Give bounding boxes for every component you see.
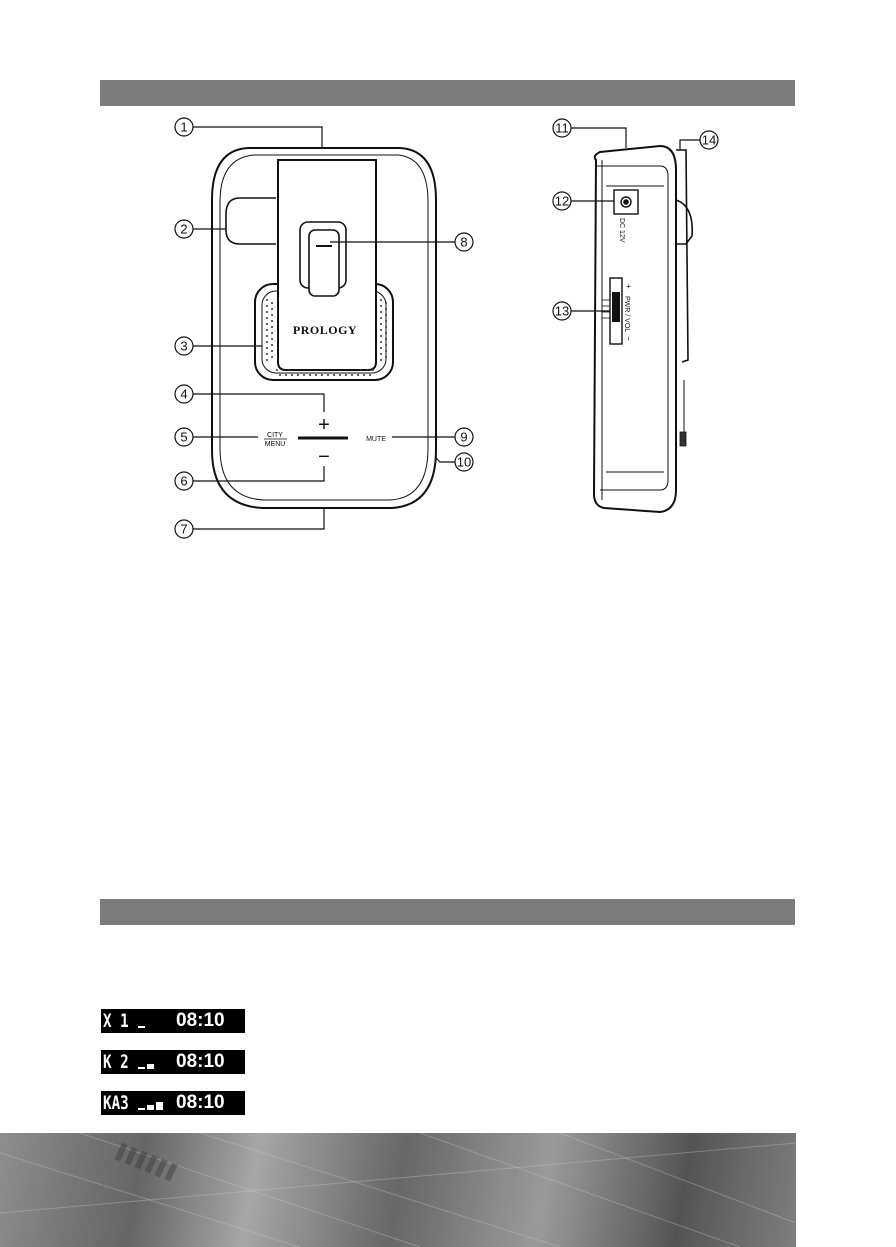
band-indicator: X 1 (103, 1010, 129, 1032)
band-indicator: K 2 (103, 1051, 129, 1073)
callout-10: 10 (456, 454, 472, 470)
callout-5: 5 (180, 429, 188, 445)
signal-bar (147, 1064, 154, 1069)
dc-power-label: DC 12V (618, 218, 625, 243)
lcd-display-example-2 (101, 1050, 245, 1074)
pwr-minus-label: − (624, 336, 633, 341)
brand-logo: PROLOGY (292, 323, 358, 337)
signal-bar (156, 1102, 163, 1110)
signal-bar (147, 1105, 154, 1110)
callout-11: 11 (555, 120, 569, 136)
callout-3: 3 (180, 338, 188, 354)
callout-numbers (175, 118, 718, 538)
mute-label: MUTE (366, 436, 386, 443)
clock-time: 08:10 (176, 1010, 225, 1031)
lcd-display-example-3 (101, 1091, 245, 1115)
callout-13: 13 (554, 303, 570, 319)
callout-12: 12 (554, 193, 570, 209)
callout-8: 8 (460, 234, 468, 250)
decorative-footer-image (0, 1133, 796, 1247)
callout-4: 4 (180, 386, 188, 402)
callout-1: 1 (180, 119, 188, 135)
clock-time: 08:10 (176, 1092, 225, 1113)
signal-bar (138, 1067, 145, 1069)
callout-7: 7 (180, 521, 188, 537)
pwr-plus-label: + (624, 284, 633, 289)
volume-minus-label: − (318, 446, 330, 468)
callout-2: 2 (180, 221, 188, 237)
signal-bar (138, 1108, 145, 1110)
callout-6: 6 (180, 473, 188, 489)
city-label: CITY (267, 432, 283, 439)
band-indicator: KA3 (103, 1092, 129, 1114)
callout-9: 9 (460, 429, 468, 445)
clock-time: 08:10 (176, 1051, 225, 1072)
section-header-bar-bottom (100, 899, 795, 925)
pwr-vol-label: PWR / VOL (623, 296, 630, 333)
callout-14: 14 (701, 132, 717, 148)
signal-bar (138, 1026, 145, 1028)
device-diagram (0, 0, 896, 560)
volume-plus-label: + (318, 414, 330, 436)
lcd-display-example-1 (101, 1009, 245, 1033)
menu-label: MENU (264, 441, 286, 448)
